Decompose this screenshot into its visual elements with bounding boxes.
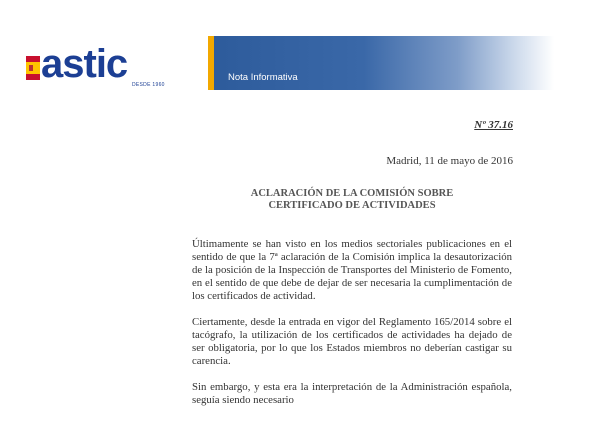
document-body — [192, 238, 512, 420]
logo-wordmark: astic — [41, 42, 128, 86]
heading-line-2: CERTIFICADO DE ACTIVIDADES — [268, 200, 436, 211]
document-number: Nº 37.16 — [474, 119, 513, 131]
document-date: Madrid, 11 de mayo de 2016 — [386, 155, 513, 167]
body-paragraph-1: Últimamente se han visto en los medios sectoriales publicaciones en el sentido de que la 7ª aclaración de la Comisión implica la desautorización de la posición de la Inspección de Transportes del Ministerio de Fomento, en el sentido de que debe de dejar de ser necesaria la cumplimentación de los certificados de actividad. — [192, 238, 512, 302]
logo-tagline: DESDE 1960 — [132, 82, 165, 88]
banner-accent-bar — [208, 36, 214, 90]
astic-logo — [26, 44, 176, 94]
body-paragraph-2: Ciertamente, desde la entrada en vigor del Reglamento 165/2014 sobre el tacógrafo, la utilización de los certificados de actividades ha dejado de ser obligatoria, por lo que los Estados miembros no deberían castigar su carencia. — [192, 316, 512, 367]
heading-line-1: ACLARACIÓN DE LA COMISIÓN SOBRE — [250, 188, 454, 199]
banner-title: Nota Informativa — [228, 72, 298, 83]
body-paragraph-3: Sin embargo, y esta era la interpretación de la Administración española, seguía siendo necesario — [192, 381, 512, 406]
document-heading — [192, 188, 512, 212]
spain-flag-icon — [26, 56, 40, 80]
